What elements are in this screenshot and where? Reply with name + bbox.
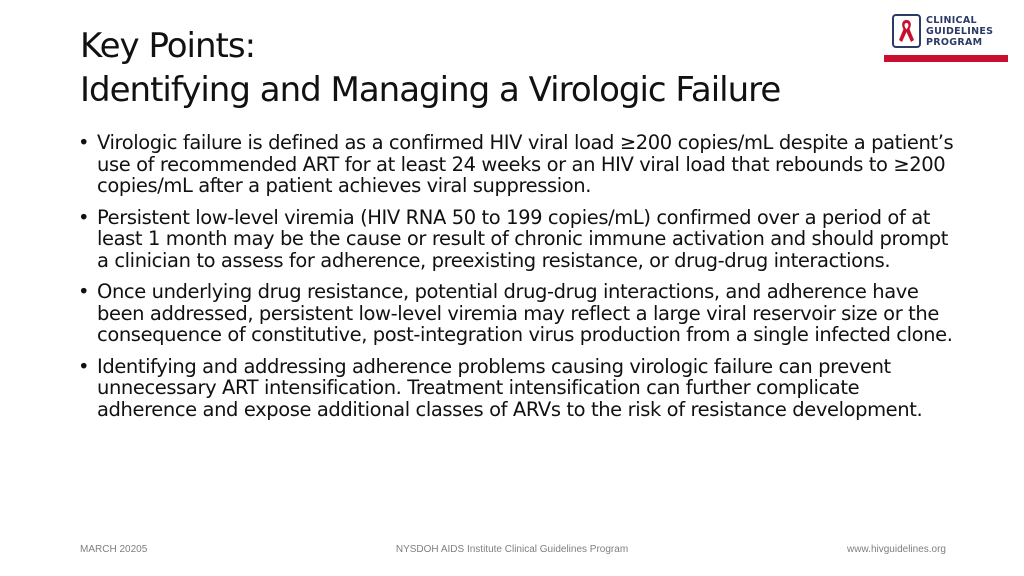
clinical-guidelines-program-logo: [884, 14, 1008, 64]
logo-text-line-3: PROGRAM: [926, 37, 983, 48]
footer-organization: NYSDOH AIDS Institute Clinical Guidelines Program: [395, 544, 629, 555]
red-ribbon-icon: [894, 16, 919, 46]
slide-title: [80, 24, 780, 112]
logo-text-line-2: GUIDELINES: [926, 26, 994, 37]
slide-title-line-2: Identifying and Managing a Virologic Failure: [80, 70, 781, 110]
footer-date: MARCH 20205: [80, 544, 148, 555]
key-points-list: [78, 132, 958, 430]
logo-text-line-1: CLINICAL: [926, 15, 977, 26]
bullet-item: • Virologic failure is defined as a confirmed HIV viral load ≥200 copies/mL despite a patient’s use of recommended ART for at least 24 weeks or an HIV viral load that rebounds to ≥200 copies/mL after a patient achieves viral suppression.: [78, 132, 958, 197]
footer-website: www.hivguidelines.org: [847, 544, 946, 555]
logo-tagline-bar: [884, 55, 1008, 62]
bullet-item: • Persistent low-level viremia (HIV RNA 50 to 199 copies/mL) confirmed over a period of at least 1 month may be the cause or result of chronic immune activation and should prompt a clinician to assess for adherence, preexisting resistance, or drug-drug interactions.: [78, 207, 958, 272]
logo-badge: [892, 14, 921, 48]
logo-text: [926, 15, 993, 48]
slide-title-line-1: Key Points:: [80, 26, 256, 66]
bullet-item: • Identifying and addressing adherence problems causing virologic failure can prevent unnecessary ART intensification. Treatment intensification can further complicate adherence and expose additional classes of ARVs to the risk of resistance development.: [78, 356, 958, 421]
bullet-item: • Once underlying drug resistance, potential drug-drug interactions, and adherence have been addressed, persistent low-level viremia may reflect a large viral reservoir size or the consequence of constitutive, post-integration virus production from a single infected clone.: [78, 281, 958, 346]
